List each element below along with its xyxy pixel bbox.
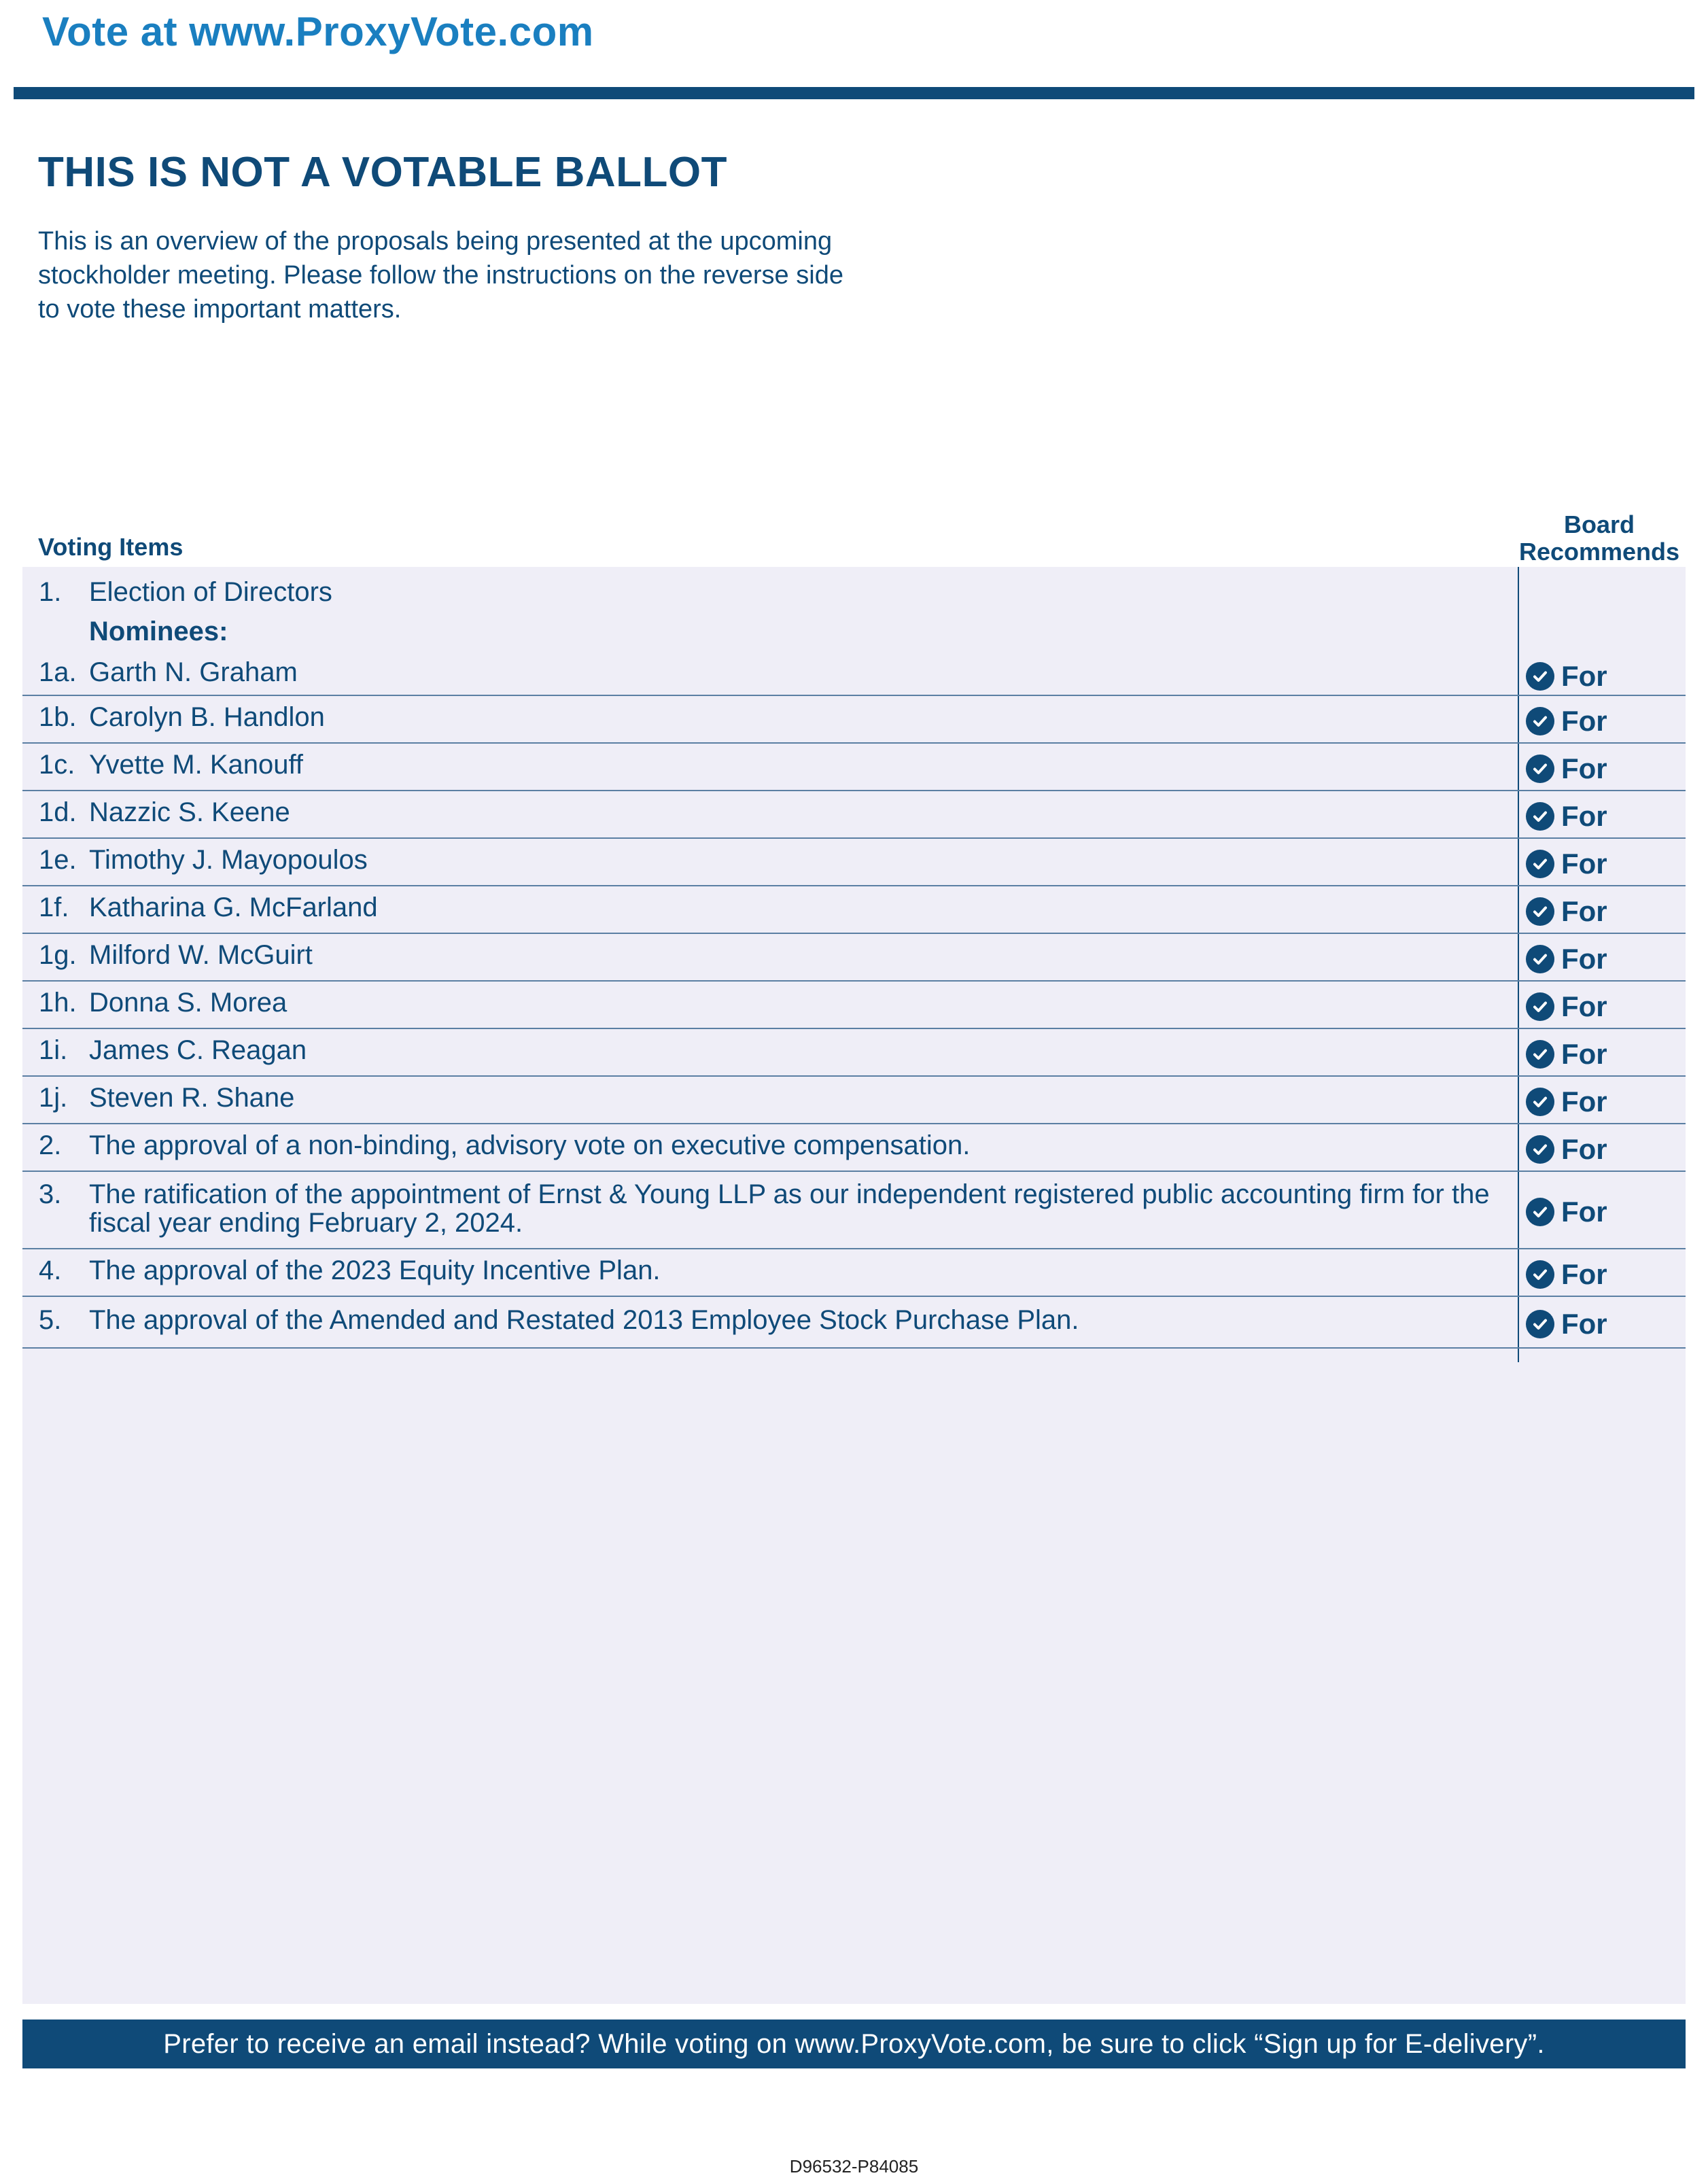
item-text: Timothy J. Mayopoulos	[89, 845, 368, 875]
board-recommendation	[1526, 659, 1662, 693]
intro-text: This is an overview of the proposals being presented at the upcoming stockholder meeting. Please follow the instructions on the reverse side to vote these important matters.	[38, 227, 843, 324]
table-row	[22, 1172, 1686, 1249]
recommendation-label: For	[1561, 990, 1607, 1022]
item-text: The approval of a non-binding, advisory vote on executive compensation.	[89, 1130, 971, 1160]
checkmark-icon	[1526, 802, 1554, 831]
board-recommends-heading: Board Recommends	[1518, 510, 1680, 566]
table-row	[22, 1124, 1686, 1172]
board-recommendation	[1526, 1307, 1662, 1341]
item-number: 1j.	[39, 1083, 68, 1113]
board-recommendation	[1526, 895, 1662, 929]
item-number: 1d.	[39, 797, 77, 827]
item-number: 1a.	[39, 657, 77, 687]
recommendation-label: For	[1561, 660, 1607, 692]
item-number: 5.	[39, 1305, 62, 1335]
item-number: 2.	[39, 1130, 62, 1160]
recommendation-label: For	[1561, 1086, 1607, 1117]
board-recommendation	[1526, 752, 1662, 786]
checkmark-icon	[1526, 1088, 1554, 1116]
item-text: The approval of the 2023 Equity Incentive Plan.	[89, 1255, 661, 1285]
item-text: Nazzic S. Keene	[89, 797, 290, 827]
item-text: Milford W. McGuirt	[89, 940, 313, 970]
table-row	[22, 839, 1686, 886]
board-recommendation	[1526, 1085, 1662, 1119]
item-text: The ratification of the appointment of Ernst & Young LLP as our independent registered public accounting firm for the fiscal year ending February 2, 2024.	[89, 1179, 1490, 1238]
item-text: Katharina G. McFarland	[89, 892, 378, 922]
checkmark-icon	[1526, 1260, 1554, 1289]
document-code: D96532-P84085	[789, 2156, 919, 2177]
table-row	[22, 982, 1686, 1029]
item-number: 1e.	[39, 845, 77, 875]
table-row	[22, 1297, 1686, 1349]
table-row	[22, 934, 1686, 982]
checkmark-icon	[1526, 992, 1554, 1021]
table-row	[22, 696, 1686, 744]
table-row	[22, 1029, 1686, 1077]
item-text: Carolyn B. Handlon	[89, 702, 325, 732]
checkmark-icon	[1526, 945, 1554, 973]
recommendation-label: For	[1561, 1038, 1607, 1070]
item-number: 1h.	[39, 988, 77, 1018]
recommendation-label: For	[1561, 705, 1607, 737]
board-recommendation	[1526, 704, 1662, 738]
edelivery-banner	[22, 2020, 1686, 2068]
checkmark-icon	[1526, 850, 1554, 878]
voting-items-table	[22, 567, 1686, 1349]
item-number: 1c.	[39, 750, 75, 780]
checkmark-icon	[1526, 1198, 1554, 1226]
board-recommendation	[1526, 990, 1662, 1024]
nominees-row	[22, 610, 1686, 654]
checkmark-icon	[1526, 1040, 1554, 1069]
voting-items-heading: Voting Items	[38, 533, 184, 561]
recommendation-label: For	[1561, 1308, 1607, 1340]
recommendation-label: For	[1561, 800, 1607, 832]
table-row	[22, 1249, 1686, 1297]
recommendation-label: For	[1561, 943, 1607, 975]
checkmark-icon	[1526, 707, 1554, 735]
recommendation-label: For	[1561, 1196, 1607, 1228]
item-number: 1f.	[39, 892, 69, 922]
proxyvote-link[interactable]: Vote at www.ProxyVote.com	[42, 9, 594, 54]
checkmark-icon	[1526, 662, 1554, 691]
header-rule	[14, 87, 1694, 99]
board-recommendation	[1526, 942, 1662, 976]
board-recommendation	[1526, 1195, 1662, 1229]
edelivery-text: Prefer to receive an email instead? While voting on www.ProxyVote.com, be sure to click “Sign up for E-delivery”.	[163, 2028, 1545, 2059]
table-row	[22, 791, 1686, 839]
section-row	[22, 567, 1686, 610]
item-text: Garth N. Graham	[89, 657, 298, 687]
board-recommendation	[1526, 1132, 1662, 1166]
item-number: 1i.	[39, 1035, 68, 1065]
page-title: THIS IS NOT A VOTABLE BALLOT	[38, 149, 727, 196]
table-row	[22, 1077, 1686, 1124]
item-number: 1g.	[39, 940, 77, 970]
recommendation-label: For	[1561, 895, 1607, 927]
board-recommendation	[1526, 1258, 1662, 1292]
checkmark-icon	[1526, 755, 1554, 783]
board-recommendation	[1526, 1037, 1662, 1071]
recommendation-label: For	[1561, 1133, 1607, 1165]
board-recommendation	[1526, 799, 1662, 833]
checkmark-icon	[1526, 1310, 1554, 1338]
item-text: Steven R. Shane	[89, 1083, 295, 1113]
item-text: Yvette M. Kanouff	[89, 750, 304, 780]
item-number: 1b.	[39, 702, 77, 732]
item-text: James C. Reagan	[89, 1035, 307, 1065]
table-row	[22, 886, 1686, 934]
board-recommendation	[1526, 847, 1662, 881]
item-text: The approval of the Amended and Restated 2013 Employee Stock Purchase Plan.	[89, 1305, 1079, 1335]
recommendation-label: For	[1561, 752, 1607, 784]
table-row	[22, 654, 1686, 696]
item-number: 4.	[39, 1255, 62, 1285]
table-row	[22, 744, 1686, 791]
recommendation-label: For	[1561, 1258, 1607, 1290]
item-number: 3.	[39, 1179, 62, 1209]
recommendation-label: For	[1561, 848, 1607, 880]
item-text: Donna S. Morea	[89, 988, 287, 1018]
checkmark-icon	[1526, 897, 1554, 926]
nominees-label: Nominees:	[89, 617, 228, 646]
checkmark-icon	[1526, 1135, 1554, 1164]
item-number: 1.	[39, 577, 62, 607]
item-text: Election of Directors	[89, 577, 332, 607]
